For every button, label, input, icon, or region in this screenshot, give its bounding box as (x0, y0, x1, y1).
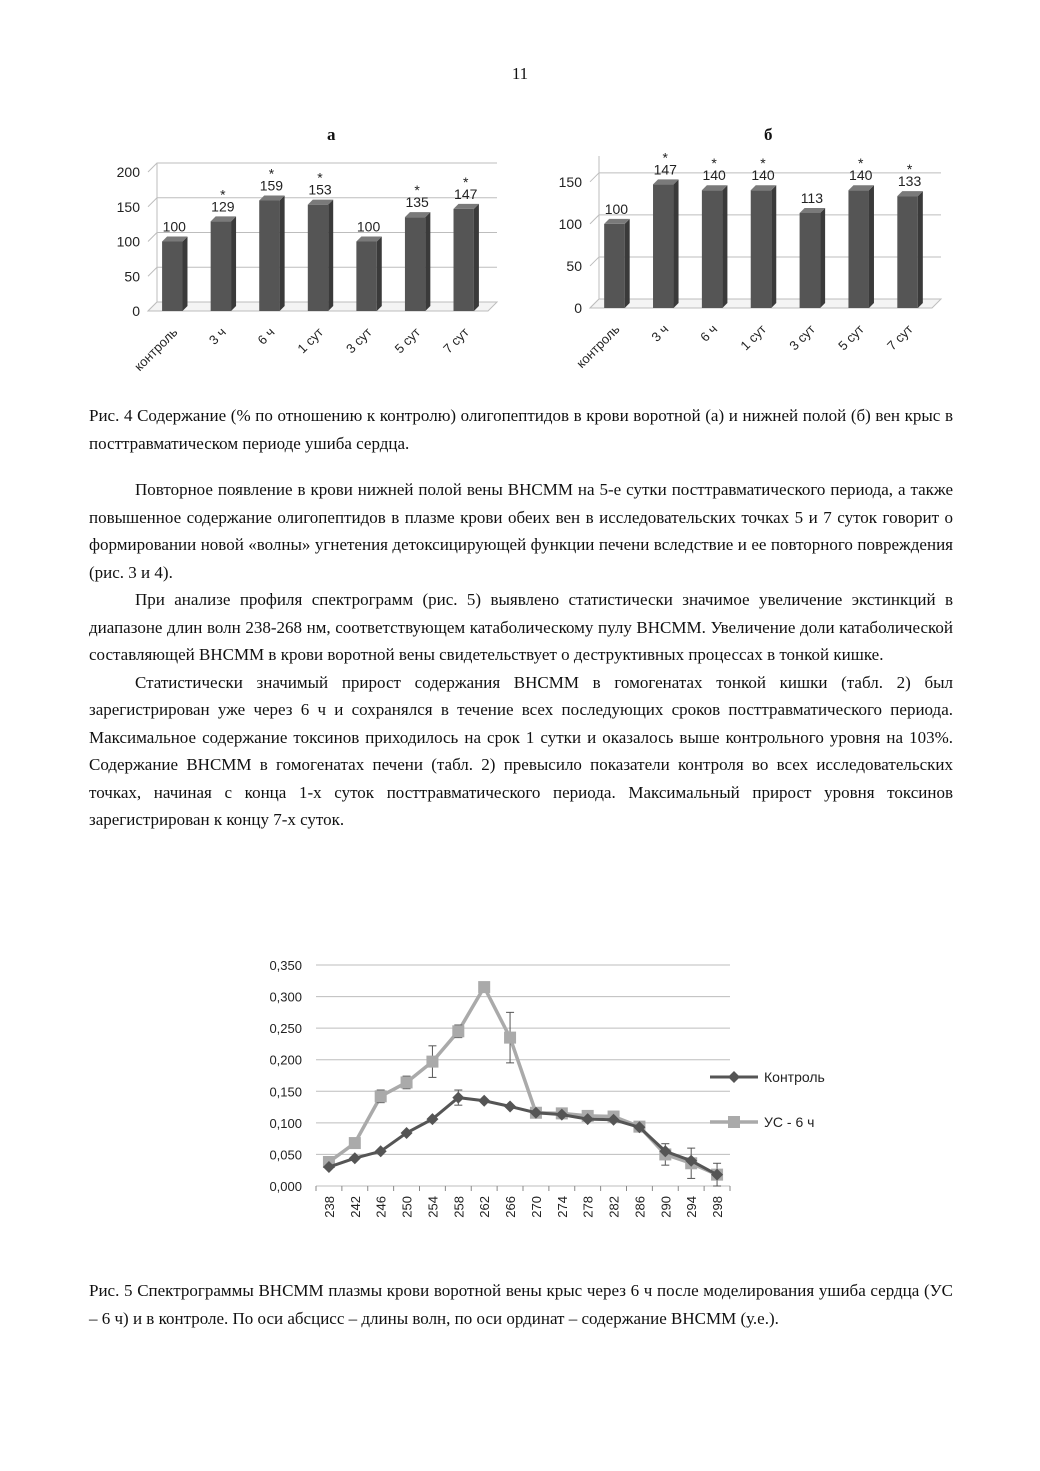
data-label: 100 (356, 218, 381, 235)
data-label: 133 (897, 173, 922, 190)
y-tick-label: 0,250 (269, 1021, 302, 1037)
bar (308, 200, 333, 311)
bar-front (162, 242, 182, 312)
data-label: 159 (259, 177, 284, 194)
x-tick-label: 286 (632, 1196, 648, 1218)
data-point (375, 1090, 387, 1102)
bar (751, 185, 777, 308)
y-tick-label: 0,150 (269, 1084, 302, 1100)
body-text (89, 476, 953, 834)
paragraph: Повторное появление в крови нижней полой вены ВНСММ на 5-е сутки посттравматического периода, а также повышенное содержание олигопептидов в плазме крови обеих вен в исследовательских точках 5 и 7 суток говорит о формировании новой «волны» угнетения детоксицирующей функции печени вследствие и ее повторного повреждения (рис. 3 и 4). (89, 480, 953, 582)
x-tick-label: 6 ч (697, 321, 721, 345)
x-tick-label: 270 (528, 1196, 544, 1218)
data-label: 140 (849, 167, 873, 184)
legend-label: УС - 6 ч (764, 1114, 815, 1130)
significance-marker: * (662, 149, 669, 166)
data-point (478, 1095, 490, 1107)
x-tick-label: 1 сут (294, 324, 327, 357)
bar-side (625, 219, 630, 308)
y-tick-label: 100 (558, 215, 582, 232)
data-point (478, 981, 490, 993)
y-tick-label: 0,200 (269, 1052, 302, 1068)
data-label: 153 (308, 181, 332, 198)
bar-side (820, 208, 825, 308)
y-tick-label: 0 (132, 303, 140, 319)
data-label: 100 (162, 218, 186, 235)
bar-side (231, 216, 236, 311)
bar-side (280, 195, 285, 311)
x-tick-label: 258 (451, 1196, 467, 1218)
bar (162, 237, 187, 312)
bar-side (328, 200, 333, 311)
x-tick-label: 7 сут (884, 321, 916, 354)
significance-marker: * (857, 155, 864, 172)
bar-front (259, 200, 279, 311)
bar (211, 216, 236, 311)
bar-front (800, 213, 821, 308)
data-point (401, 1076, 413, 1088)
bar (356, 237, 381, 312)
bar-front (751, 190, 772, 308)
x-tick-label: 282 (606, 1196, 622, 1218)
x-tick-label: 254 (425, 1196, 441, 1218)
figure5-caption: Рис. 5 Спектрограммы ВНСММ плазмы крови воротной вены крыс через 6 ч после моделирования ушиба сердца (УС – 6 ч) и в контроле. По оси абсцисс – длины волн, по оси ординат – содержание ВНСММ (у.е.). (89, 1281, 953, 1328)
bar-front (356, 242, 376, 312)
bar-front (897, 196, 918, 308)
x-tick-label: 3 сут (786, 321, 818, 354)
paragraph: Статистически значимый прирост содержания ВНСММ в гомогенатах тонкой кишки (табл. 2) был зарегистрирован уже через 6 ч и сохранялся в течение всех последующих сроков посттравматического периода. Максимальное содержание токсинов приходилось на срок 1 сутки и оказалось выше контрольного уровня на 103%. Содержание ВНСММ в гомогенатах печени (табл. 2) превысило показатели контроля во всех исследовательских точках, начиная с конца 1-х суток посттравматического периода. Максимальный прирост уровня токсинов зарегистрирован к концу 7-х суток. (89, 672, 953, 829)
x-tick-label: 250 (399, 1196, 415, 1218)
bar (897, 191, 923, 308)
bar (800, 208, 826, 308)
bar-side (377, 237, 382, 312)
y-tick-label: 0,050 (269, 1147, 302, 1163)
bar-chart-portal-vein (90, 148, 510, 398)
bar-side (918, 191, 923, 308)
data-label: 147 (454, 185, 478, 202)
data-label: 129 (211, 198, 235, 215)
data-label: 100 (604, 200, 629, 217)
data-point (426, 1056, 438, 1068)
x-tick-label: 3 ч (205, 324, 229, 348)
bar-front (702, 190, 723, 308)
y-tick-label: 150 (116, 198, 140, 215)
data-point (504, 1032, 516, 1044)
bar-front (211, 221, 231, 311)
y-tick-label: 150 (558, 173, 582, 190)
bar (604, 219, 630, 308)
x-tick-label: 5 сут (391, 324, 424, 357)
bar (848, 185, 874, 308)
bar-side (425, 212, 430, 311)
bar (259, 195, 284, 311)
bar (653, 179, 679, 308)
x-tick-label: 246 (373, 1196, 389, 1218)
legend-label: Контроль (764, 1069, 825, 1085)
bar-front (454, 209, 474, 311)
bar-side (869, 185, 874, 308)
data-label: 135 (405, 194, 429, 211)
significance-marker: * (760, 155, 766, 172)
axis-wall (590, 156, 599, 308)
significance-marker: * (268, 165, 275, 182)
x-tick-label: 298 (710, 1196, 726, 1218)
bar (702, 185, 728, 308)
y-tick-label: 100 (116, 233, 140, 250)
data-label: 113 (800, 189, 824, 206)
x-tick-label: 262 (477, 1196, 493, 1218)
significance-marker: * (906, 161, 913, 178)
bar-side (182, 237, 187, 312)
page-number: 11 (511, 64, 529, 83)
y-tick-label: 0 (574, 300, 582, 316)
significance-marker: * (462, 173, 469, 190)
paragraph: При анализе профиля спектрограмм (рис. 5) выявлено статистически значимое увеличение экстинкций в диапазоне длин волн 238-268 нм, соответствующем катаболическому пулу ВНСММ. Увеличение доли катаболической составляющей ВНСММ в крови воротной вены свидетельствует о деструктивных процессах в тонкой кишке. (89, 590, 953, 664)
bar-side (722, 185, 727, 308)
significance-marker: * (220, 186, 226, 203)
x-tick-label: 278 (580, 1196, 596, 1218)
data-point (349, 1137, 361, 1149)
x-tick-label: 274 (554, 1196, 570, 1218)
bar-front (653, 184, 674, 308)
x-tick-label: контроль (573, 321, 623, 371)
y-tick-label: 0,300 (269, 989, 302, 1005)
data-label: 140 (702, 167, 726, 184)
y-tick-label: 50 (124, 268, 140, 285)
significance-marker: * (711, 155, 717, 172)
bar-side (771, 185, 776, 308)
x-tick-label: 290 (658, 1196, 674, 1218)
data-label: 140 (751, 167, 775, 184)
data-label: 147 (653, 161, 677, 178)
bar-side (674, 179, 679, 308)
bar-front (405, 217, 425, 311)
x-tick-label: 238 (321, 1196, 337, 1218)
bar (405, 212, 430, 311)
series-line (329, 1098, 717, 1175)
significance-marker: * (317, 169, 323, 186)
y-tick-label: 200 (116, 164, 140, 180)
y-tick-label: 0,000 (269, 1179, 302, 1194)
x-tick-label: 294 (684, 1196, 700, 1218)
x-tick-label: 7 сут (440, 324, 472, 357)
bar-front (604, 224, 625, 308)
figure4-caption: Рис. 4 Содержание (% по отношению к контролю) олигопептидов в крови воротной (а) и нижней полой (б) вен крыс в посттравматическом периоде ушиба сердца. (89, 406, 953, 453)
panel-label-b: б (764, 125, 773, 144)
y-tick-label: 0,350 (269, 958, 302, 973)
x-tick-label: 3 сут (343, 324, 375, 357)
x-tick-label: 3 ч (648, 321, 672, 345)
y-tick-label: 0,100 (269, 1115, 302, 1131)
spectrogram-line-chart (240, 950, 860, 1240)
x-tick-label: 6 ч (254, 324, 278, 348)
y-tick-label: 50 (566, 257, 582, 274)
x-tick-label: контроль (131, 324, 181, 374)
x-tick-label: 266 (503, 1196, 519, 1218)
x-tick-label: 242 (347, 1196, 363, 1218)
legend-marker (728, 1116, 740, 1128)
x-tick-label: 5 сут (835, 321, 867, 354)
data-point (504, 1100, 516, 1112)
x-tick-label: 1 сут (737, 321, 770, 354)
bar-side (474, 204, 479, 311)
bar-front (848, 190, 869, 308)
bar-front (308, 205, 328, 311)
panel-label-a: а (327, 125, 336, 144)
data-point (452, 1025, 464, 1037)
bar (454, 204, 479, 311)
bar-chart-inferior-vena-cava (530, 148, 960, 398)
significance-marker: * (414, 182, 420, 199)
legend-marker (728, 1071, 740, 1083)
